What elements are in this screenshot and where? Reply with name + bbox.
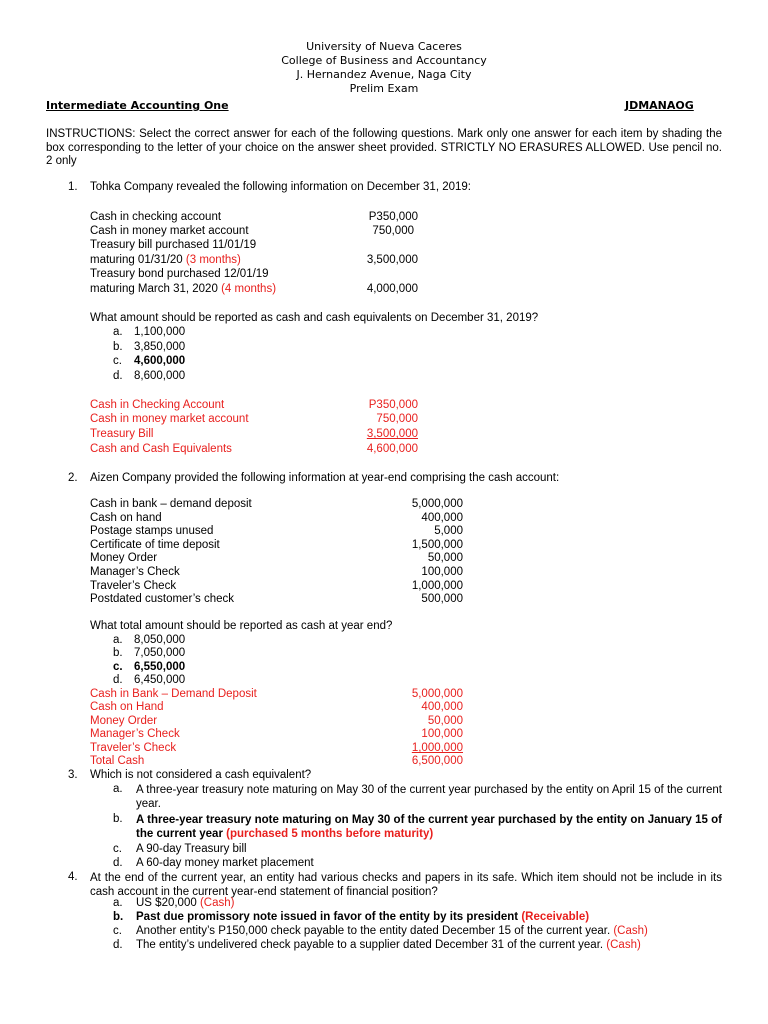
q4-choice-d [136,939,641,952]
q3-choice-letter: d. [113,857,123,869]
q2-item-value: 500,000 [421,593,463,605]
q2-solution-label: Cash on Hand [90,701,164,713]
q2-solution-underlined: 1,000,000 [411,742,463,754]
q1-item-label [90,283,276,296]
q2-choice-letter: d. [113,674,123,686]
q4-choice-b-note: (Receivable) [521,911,590,923]
q2-text: Aizen Company provided the following information at year-end comprising the cash account: [90,472,560,484]
q2-choice-text: 6,450,000 [134,674,186,686]
q4-choice-d-note: (Cash) [606,939,641,951]
q2-choice-text: 8,050,000 [134,634,186,646]
q2-item-label: Cash in bank – demand deposit [90,498,252,510]
q1-correct-answer: 4,600,000 [134,355,186,367]
q2-solution-total-label: Total Cash [90,755,145,767]
q1-solution-label: Cash in Checking Account [90,399,225,411]
college-name: College of Business and Accountancy [281,54,487,67]
q3-correct-answer [136,813,722,841]
q1-choice-letter: b. [113,341,123,353]
q1-item-label: Cash in checking account [90,211,222,223]
q1-item-text: maturing March 31, 2020 [90,283,218,295]
q2-solution-value: 5,000,000 [411,688,463,700]
q2-solution-total-value: 6,500,000 [411,755,463,767]
q2-item-label: Cash on hand [90,512,162,524]
instructions: INSTRUCTIONS: Select the correct answer for each of the following questions. Mark only one answer for each item by shading the box corresponding to the letter of your choice on the answer sheet provided. STRICTLY NO ERASURES ALLOWED. Use pencil no. 2 only [46,128,722,167]
q2-item-value: 50,000 [427,552,463,564]
q1-item-label: Treasury bond purchased 12/01/19 [90,268,269,280]
author-code: JDMANAOG [625,99,694,112]
q1-solution-value: 750,000 [376,413,418,425]
q1-item-value: 3,500,000 [366,254,418,266]
q2-question: What total amount should be reported as cash at year end? [90,620,393,632]
q1-item-label [90,254,241,267]
q2-item-label: Traveler’s Check [90,580,177,592]
q1-choice-letter: a. [113,326,123,338]
q3-choice-d: A 60-day money market placement [136,857,314,869]
q2-number: 2. [68,472,78,484]
q1-choice-letter: c. [113,355,122,367]
q2-solution-value [370,742,463,755]
q1-item-note: (3 months) [185,254,241,266]
q3-choice-a: A three-year treasury note maturing on May 30 of the current year purchased by the entity on April 15 of the current year. [136,784,722,810]
q4-choice-a-note: (Cash) [199,897,235,909]
q2-choice-text: 7,050,000 [134,647,186,659]
q1-solution-total-label: Cash and Cash Equivalents [90,443,232,455]
q1-item-value: P350,000 [368,211,418,223]
q2-item-label: Postage stamps unused [90,525,214,537]
q4-correct-answer [136,911,589,924]
q4-choice-a-text: US $20,000 [136,897,197,909]
q4-choice-d-text: The entity’s undelivered check payable to a supplier dated December 31 of the current year. [136,939,604,951]
q4-choice-c-note: (Cash) [613,925,648,937]
q1-number: 1. [68,181,78,193]
q2-choice-letter: c. [113,661,123,673]
q1-solution-total-value: 4,600,000 [366,443,418,455]
q4-choice-c [136,925,648,938]
q1-solution-label: Cash in money market account [90,413,249,425]
q2-choice-letter: b. [113,647,123,659]
q4-choice-a [136,897,234,910]
q3-choice-letter: a. [113,783,123,795]
q3-choice-b-note: (purchased 5 months before maturity) [226,828,434,840]
q4-text: At the end of the current year, an entity had various checks and papers in its safe. Which item should not be include in its cash account in the current year-end statement of financial position? [90,872,722,898]
q1-item-label: Cash in money market account [90,225,249,237]
q2-solution-value: 400,000 [421,701,463,713]
q1-solution-value: P350,000 [368,399,418,411]
university-name: University of Nueva Caceres [306,40,462,53]
q1-choice-text: 1,100,000 [134,326,186,338]
q3-text: Which is not considered a cash equivalent? [90,769,312,781]
q1-choice-letter: d. [113,370,123,382]
q2-solution-value: 50,000 [427,715,463,727]
q4-number: 4. [68,871,78,883]
q3-choice-b-text: A three-year treasury note maturing on May 30 of the current year purchased by the entity on January 15 of the current year [136,814,722,840]
q4-choice-letter: c. [113,925,122,937]
q1-text: Tohka Company revealed the following information on December 31, 2019: [90,181,471,193]
q1-item-value: 750,000 [372,225,414,237]
q1-question: What amount should be reported as cash and cash equivalents on December 31, 2019? [90,312,539,324]
q1-item-text: maturing 01/31/20 [90,254,183,266]
q2-solution-label: Money Order [90,715,158,727]
q2-correct-answer: 6,550,000 [134,661,186,673]
q2-solution-label: Cash in Bank – Demand Deposit [90,688,257,700]
course-title: Intermediate Accounting One [46,99,229,112]
q2-item-value: 5,000 [434,525,463,537]
exam-title: Prelim Exam [349,82,419,95]
q2-item-label: Postdated customer’s check [90,593,235,605]
q4-choice-letter: a. [113,897,123,909]
q2-item-value: 100,000 [421,566,463,578]
q1-item-note: (4 months) [221,283,277,295]
q3-choice-c: A 90-day Treasury bill [136,843,247,855]
q3-choice-letter: b. [113,813,123,825]
address: J. Hernandez Avenue, Naga City [296,68,472,81]
q2-choice-letter: a. [113,634,123,646]
q1-item-label: Treasury bill purchased 11/01/19 [90,239,257,251]
q1-solution-underlined: 3,500,000 [366,428,418,440]
q1-choice-text: 8,600,000 [134,370,186,382]
q4-choice-letter: b. [113,911,124,923]
q2-item-label: Certificate of time deposit [90,539,220,551]
q2-solution-value: 100,000 [421,728,463,740]
q2-item-label: Money Order [90,552,158,564]
q3-choice-letter: c. [113,843,122,855]
q4-choice-b-text: Past due promissory note issued in favor of the entity by its president [136,911,519,923]
q2-item-value: 1,500,000 [411,539,463,551]
q1-solution-label: Treasury Bill [90,428,154,440]
q4-choice-letter: d. [113,939,123,951]
q2-item-label: Manager’s Check [90,566,180,578]
q1-solution-value [330,428,418,441]
q2-solution-label: Traveler’s Check [90,742,177,754]
q2-item-value: 1,000,000 [411,580,463,592]
q1-choice-text: 3,850,000 [134,341,186,353]
q4-choice-c-text: Another entity’s P150,000 check payable to the entity dated December 15 of the current year. [136,925,611,937]
q1-item-value: 4,000,000 [366,283,418,295]
q3-number: 3. [68,769,78,781]
q2-solution-label: Manager’s Check [90,728,180,740]
q2-item-value: 400,000 [421,512,463,524]
q2-item-value: 5,000,000 [411,498,463,510]
